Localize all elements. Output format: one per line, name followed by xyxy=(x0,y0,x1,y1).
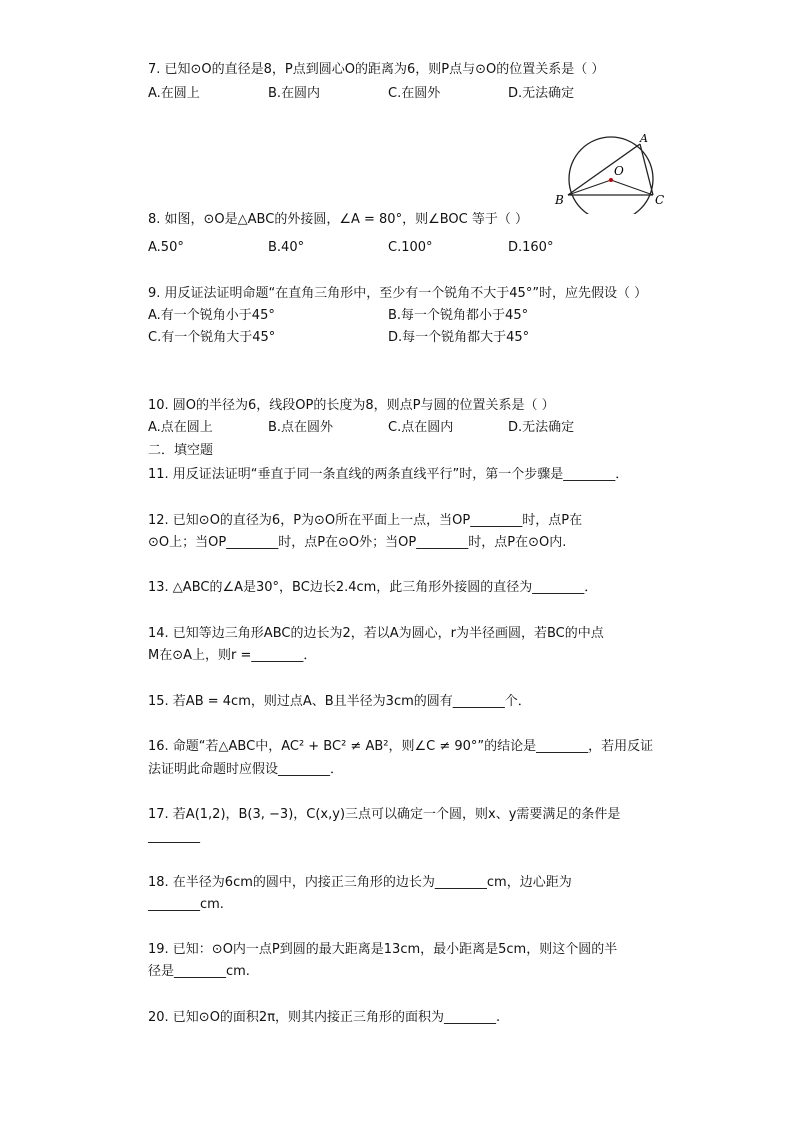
question-19-line-2: 径是________cm. xyxy=(148,964,250,979)
q9-option-c: C.有一个锐角大于45° xyxy=(148,330,276,345)
question-10-text: 10. 圆O的半径为6，线段OP的长度为8，则点P与圆的位置关系是（ ） xyxy=(148,398,555,413)
q9-option-d: D.每一个锐角都大于45° xyxy=(388,330,530,345)
q8-option-a: A.50° xyxy=(148,240,184,255)
q7-option-c: C.在圆外 xyxy=(388,86,441,101)
q10-option-d: D.无法确定 xyxy=(508,420,575,435)
q8-option-b: B.40° xyxy=(268,240,305,255)
question-8-text: 8. 如图，⊙O是△ABC的外接圆，∠A = 80°，则∠BOC 等于（ ） xyxy=(148,212,528,227)
segment-ob xyxy=(568,180,611,195)
question-18-line-1: 18. 在半径为6cm的圆中，内接正三角形的边长为________cm，边心距为 xyxy=(148,875,572,890)
question-16-line-2: 法证明此命题时应假设________． xyxy=(148,762,344,777)
question-18-line-2: ________cm. xyxy=(148,897,224,912)
question-11-text: 11. 用反证法证明“垂直于同一条直线的两条直线平行”时，第一个步骤是________． xyxy=(148,467,629,482)
q10-option-c: C.点在圆内 xyxy=(388,420,454,435)
question-16-line-1: 16. 命题“若△ABC中，AC² + BC² ≠ AB²，则∠C ≠ 90°”的结论是________，若用反证 xyxy=(148,739,654,754)
label-b: B xyxy=(555,193,564,207)
question-19-line-1: 19. 已知：⊙O内一点P到圆的最大距离是13cm，最小距离是5cm，则这个圆的半 xyxy=(148,942,618,957)
label-a: A xyxy=(640,132,648,145)
center-point-o xyxy=(609,178,613,182)
label-c: C xyxy=(655,193,665,207)
q8-option-d: D.160° xyxy=(508,240,554,255)
section-heading-fill-blank: 二．填空题 xyxy=(148,443,214,458)
question-14-line-1: 14. 已知等边三角形ABC的边长为2，若以A为圆心，r为半径画圆，若BC的中点 xyxy=(148,626,604,641)
q8-option-c: C.100° xyxy=(388,240,433,255)
segment-oc xyxy=(611,180,653,195)
question-12-line-1: 12. 已知⊙O的直径为6，P为⊙O所在平面上一点，当OP________时，点P在 xyxy=(148,513,583,528)
q9-option-b: B.每一个锐角都小于45° xyxy=(388,308,529,323)
q7-option-d: D.无法确定 xyxy=(508,86,575,101)
question-15-text: 15. 若AB = 4cm，则过点A、B且半径为3cm的圆有________个． xyxy=(148,694,531,709)
question-17-line-2: ________ xyxy=(148,829,200,844)
q7-option-a: A.在圆上 xyxy=(148,86,200,101)
question-17-line-1: 17. 若A(1,2)，B(3, −3)，C(x,y)三点可以确定一个圆，则x、y需要满足的条件是 xyxy=(148,807,621,822)
question-20-text: 20. 已知⊙O的面积2π，则其内接正三角形的面积为________. xyxy=(148,1010,501,1025)
question-14-line-2: M在⊙A上，则r =________． xyxy=(148,648,317,663)
question-12-line-2: ⊙O上；当OP________时，点P在⊙O外；当OP________时，点P在⊙O内. xyxy=(148,535,567,550)
q10-option-b: B.点在圆外 xyxy=(268,420,334,435)
question-7-text: 7. 已知⊙O的直径是8，P点到圆心O的距离为6，则P点与⊙O的位置关系是（ ） xyxy=(148,62,605,77)
question-9-text: 9. 用反证法证明命题“在直角三角形中，至少有一个锐角不大于45°”时，应先假设（ ） xyxy=(148,286,648,301)
label-o: O xyxy=(614,164,624,178)
question-13-text: 13. △ABC的∠A是30°，BC边长2.4cm，此三角形外接圆的直径为________． xyxy=(148,580,598,595)
circle-o xyxy=(569,137,653,214)
q9-option-a: A.有一个锐角小于45° xyxy=(148,308,275,323)
q7-option-b: B.在圆内 xyxy=(268,86,321,101)
circumcircle-figure xyxy=(550,128,674,214)
segment-ac xyxy=(640,144,653,195)
q10-option-a: A.点在圆上 xyxy=(148,420,213,435)
